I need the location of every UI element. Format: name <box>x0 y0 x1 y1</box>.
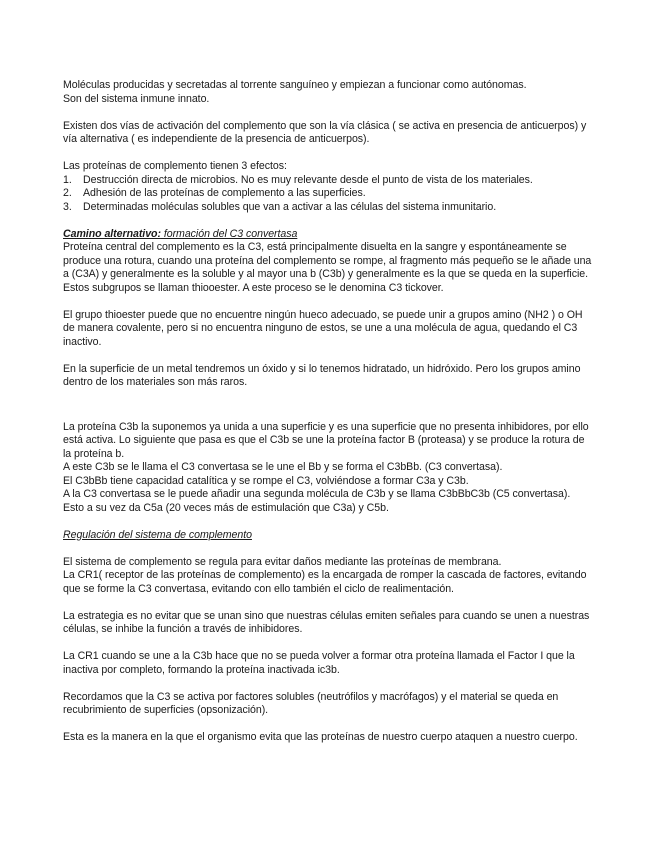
efectos-list <box>63 174 593 215</box>
spacer <box>63 718 593 732</box>
list-item <box>63 174 593 188</box>
spacer <box>63 349 593 363</box>
list-item <box>63 187 593 201</box>
heading-bold-part: Camino alternativo: <box>63 227 161 240</box>
list-item <box>63 201 593 215</box>
regulacion-paragraph-3: La estrategia es no evitar que se unan sino que nuestras células emiten señales para cuando se unen a nuestras células, se inhibe la función a través de inhibidores. <box>63 609 590 635</box>
intro-line-2: Son del sistema inmune innato. <box>63 92 210 105</box>
intro-line-1: Moléculas producidas y secretadas al torrente sanguíneo y empiezan a funcionar como autónomas. <box>63 79 527 91</box>
camino-paragraph-5: A este C3b se le llama el C3 convertasa se le une el Bb y se forma el C3bBb. (C3 convertasa). <box>63 461 503 473</box>
spacer <box>63 596 593 610</box>
spacer <box>63 637 593 651</box>
spacer <box>63 515 593 529</box>
spacer <box>63 677 593 691</box>
spacer <box>63 214 593 228</box>
list-text: Destrucción directa de microbios. No es muy relevante desde el punto de vista de los materiales. <box>83 173 533 186</box>
spacer <box>63 106 593 120</box>
camino-paragraph-4: La proteína C3b la suponemos ya unida a una superficie y es una superficie que no presenta inhibidores, por ello está activa. Lo siguiente que pasa es que el C3b se une la proteína factor B (proteasa) y se produce la rotura de la proteína b. <box>63 420 589 460</box>
regulacion-paragraph-5: Recordamos que la C3 se activa por factores solubles (neutrófilos y macrófagos) y el material se queda en recubrimiento de superficies (opsonización). <box>63 690 559 716</box>
spacer <box>63 147 593 161</box>
camino-paragraph-7: A la C3 convertasa se le puede añadir una segunda molécula de C3b y se llama C3bBbC3b (C5 convertasa). Esto a su vez da C5a (20 veces más de estimulación que C3a) y C5b. <box>63 488 571 514</box>
regulacion-paragraph-1: El sistema de complemento se regula para evitar daños mediante las proteínas de membrana. <box>63 555 502 568</box>
camino-paragraph-1: Proteína central del complemento es la C3, está principalmente disuelta en la sangre y espontáneamente se produce una rotura, cuando una proteína del complemento se rompe, al fragmento más pequeño se le añade una a (C3A) y generalmente es la soluble y al mayor una b (C3b) y generalmente es la que se queda en la superficie. Estos subgrupos se llaman thiooester. A este proceso se le denomina C3 tickover. <box>63 241 592 294</box>
spacer <box>63 295 593 309</box>
camino-paragraph-3: En la superficie de un metal tendremos un óxido y si lo tenemos hidratado, un hidróxido. Pero los grupos amino dentro de los materiales son más raros. <box>63 362 581 388</box>
list-number: 2. <box>63 187 72 199</box>
regulacion-paragraph-6: Esta es la manera en la que el organismo evita que las proteínas de nuestro cuerpo ataquen a nuestro cuerpo. <box>63 731 578 743</box>
camino-paragraph-2: El grupo thioester puede que no encuentre ningún hueco adecuado, se puede unir a grupos amino (NH2 ) o OH de manera covalente, pero si no encuentra ninguno de estos, se une a una molécula de agua, quedando el C3 inactivo. <box>63 308 583 348</box>
regulacion-paragraph-2: La CR1( receptor de las proteínas de complemento) es la encargada de romper la cascada de factores, evitando que se forme la C3 convertasa, evitando con ello también el ciclo de realimentación. <box>63 569 587 595</box>
spacer <box>63 542 593 556</box>
efectos-title: Las proteínas de complemento tienen 3 efectos: <box>63 160 287 172</box>
list-text: Adhesión de las proteínas de complemento a las superficies. <box>83 187 366 199</box>
list-number: 1. <box>63 173 72 186</box>
heading-italic-part: formación del C3 convertasa <box>160 227 298 240</box>
section-heading-camino-alternativo <box>63 228 593 242</box>
section-heading-regulacion: Regulación del sistema de complemento <box>63 528 252 541</box>
spacer <box>63 390 593 417</box>
camino-paragraph-6: El C3bBb tiene capacidad catalítica y se rompe el C3, volviéndose a formar C3a y C3b. <box>63 474 469 487</box>
vias-paragraph: Existen dos vías de activación del complemento que son la vía clásica ( se activa en presencia de anticuerpos) y vía alternativa ( es independiente de la presencia de anticuerpos). <box>63 119 587 145</box>
list-text: Determinadas moléculas solubles que van a activar a las células del sistema inmunitario. <box>83 200 497 213</box>
document-page <box>63 79 593 745</box>
regulacion-paragraph-4: La CR1 cuando se une a la C3b hace que no se pueda volver a formar otra proteína llamada el Factor I que la inactiva por completo, formando la proteína inactivada ic3b. <box>63 650 575 676</box>
list-number: 3. <box>63 200 72 213</box>
